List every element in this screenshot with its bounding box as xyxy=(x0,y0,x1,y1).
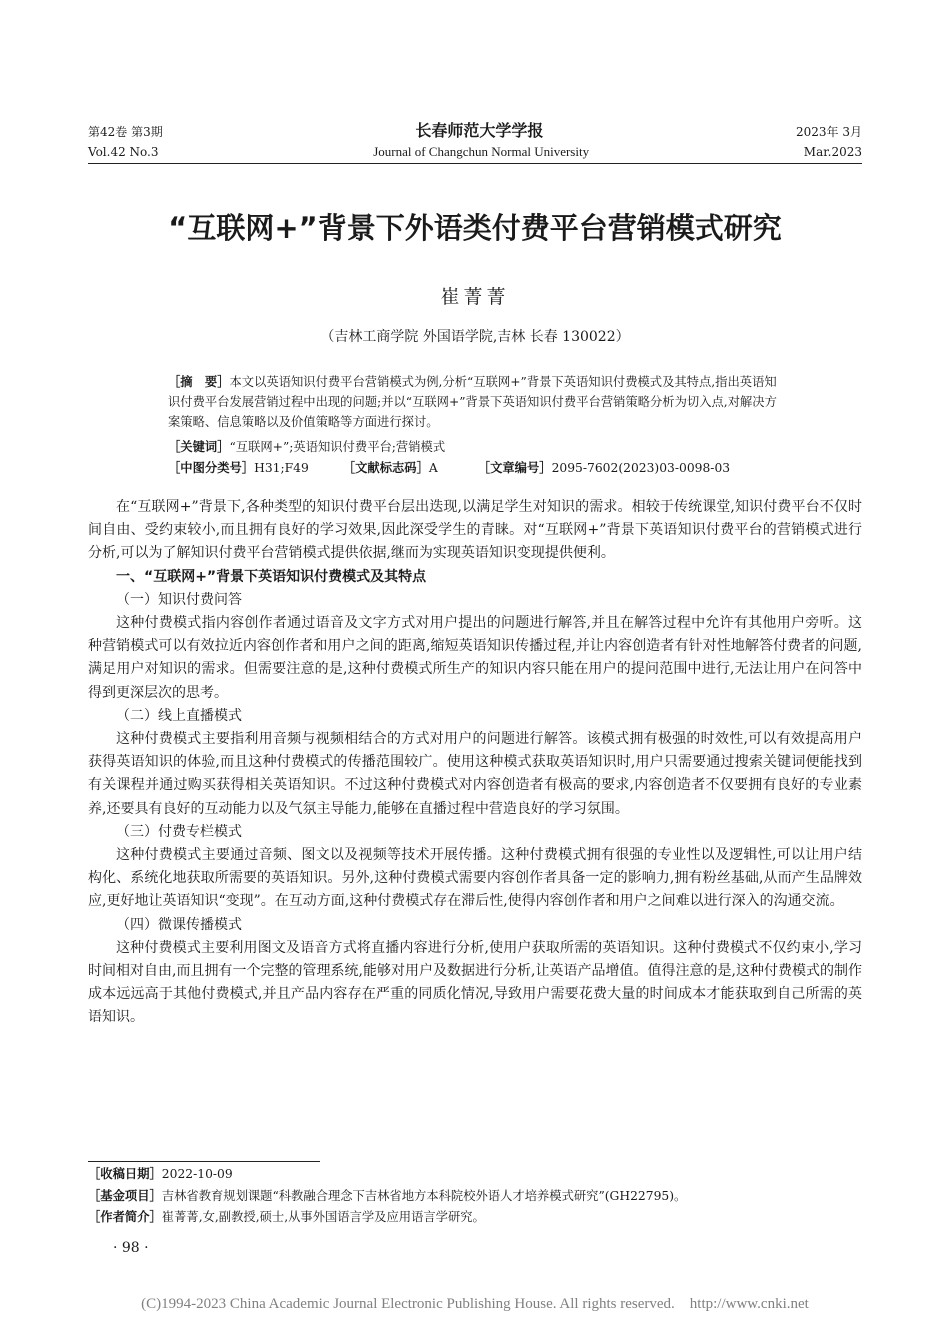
intro-paragraph: 在“互联网+”背景下,各种类型的知识付费平台层出迭现,以满足学生对知识的需求。相较于传统课堂,知识付费平台不仅时间自由、受约束较小,而且拥有良好的学习效果,因此深受学生的青睐。对“互联网+”背景下英语知识付费平台的营销模式进行分析,可以为了解知识付费平台营销模式提供依据,继而为实现英语知识变现提供便利。 xyxy=(88,499,862,562)
paragraph: 这种付费模式主要利用图文及语音方式将直播内容进行分析,使用户获取所需的英语知识。这种付费模式不仅约束小,学习时间相对自由,而且拥有一个完整的管理系统,能够对用户及数据进行分析,让英语产品增值。值得注意的是,这种付费模式的制作成本远远高于其他付费模式,并且产品内容存在严重的同质化情况,导致用户需要花费大量的时间成本才能获取到自己所需的英语知识。 xyxy=(88,939,862,1026)
author-bio: ［作者简介］崔菁菁,女,副教授,硕士,从事外国语言学及应用语言学研究。 xyxy=(88,1210,485,1224)
author-affiliation: （吉林工商学院 外国语学院,吉林 长春 130022） xyxy=(320,329,630,345)
subsection-heading: （一）知识付费问答 xyxy=(116,591,242,608)
clc-value: H31;F49 xyxy=(254,461,309,475)
article-no-value: 2095-7602(2023)03-0098-03 xyxy=(551,461,731,475)
paragraph: 这种付费模式主要指利用音频与视频相结合的方式对用户的问题进行解答。该模式拥有极强的时效性,可以有效提高用户获得英语知识的体验,而且这种付费模式的传播范围较广。使用这种模式获取英语知识时,用户只需要通过搜索关键词便能找到有关课程并通过购买获得相关英语知识。不过这种付费模式对内容创造者有极高的要求,内容创造者不仅要拥有良好的专业素养,还要具有良好的互动能力以及气氛主导能力,能够在直播过程中营造良好的学习氛围。 xyxy=(88,731,862,817)
received-date: ［收稿日期］2022-10-09 xyxy=(88,1167,233,1181)
doc-code-label: ［文献标志码］ xyxy=(342,461,429,475)
body-text xyxy=(88,496,862,1030)
clc-label: ［中图分类号］ xyxy=(168,461,255,475)
volume-issue-cn: 第42卷 第3期 xyxy=(88,125,163,139)
article-no-label: ［文章编号］ xyxy=(477,461,552,475)
journal-name-cn: 长春师范大学学报 xyxy=(415,121,544,140)
page-number: · 98 · xyxy=(113,1240,149,1256)
abstract-label: ［摘 要］ xyxy=(168,375,230,389)
subsection-heading: （三）付费专栏模式 xyxy=(116,823,242,840)
subsection-heading: （二）线上直播模式 xyxy=(116,707,242,724)
fund-project: ［基金项目］吉林省教育规划课题“科教融合理念下吉林省地方本科院校外语人才培养模式研究”(GH22795)。 xyxy=(88,1188,687,1203)
subsection-heading: （四）微课传播模式 xyxy=(116,916,242,933)
paragraph: 这种付费模式主要通过音频、图文以及视频等技术开展传播。这种付费模式拥有很强的专业性以及逻辑性,可以让用户结构化、系统化地获取所需要的英语知识。另外,这种付费模式需要内容创作者具备一定的影响力,拥有粉丝基础,从而产生品牌效应,更好地让英语知识“变现”。在互动方面,这种付费模式存在滞后性,使得内容创作者和用户之间难以进行深入的沟通交流。 xyxy=(88,847,862,910)
paragraph: 这种付费模式指内容创作者通过语音及文字方式对用户提出的问题进行解答,并且在解答过程中允许有其他用户旁听。这种营销模式可以有效拉近内容创作者和用户之间的距离,缩短英语知识传播过程,并让内容创造者有针对性地解答付费者的问题,满足用户对知识的需求。但需要注意的是,这种付费模式所生产的知识内容只能在用户的提问范围中进行,无法让用户在问答中得到更深层次的思考。 xyxy=(88,615,862,701)
abstract xyxy=(168,372,788,432)
date-en: Mar.2023 xyxy=(803,145,862,159)
running-header-cn xyxy=(88,118,862,141)
header-divider xyxy=(88,163,862,164)
footnote-divider xyxy=(88,1161,320,1162)
footnotes xyxy=(88,1164,862,1229)
date-cn: 2023年 3月 xyxy=(796,125,862,139)
section-heading: 一、“互联网+”背景下英语知识付费模式及其特点 xyxy=(116,568,427,585)
keywords-text: “互联网+”;英语知识付费平台;营销模式 xyxy=(229,440,446,454)
copyright-notice: (C)1994-2023 China Academic Journal Electronic Publishing House. All rights reserved. http://www.cnki.net xyxy=(141,1296,809,1312)
volume-issue-en: Vol.42 No.3 xyxy=(88,145,159,159)
keywords xyxy=(168,437,788,457)
journal-name-en: Journal of Changchun Normal University xyxy=(373,144,590,159)
classification-row xyxy=(168,458,788,478)
doc-code-value: A xyxy=(428,461,438,475)
keywords-label: ［关键词］ xyxy=(168,440,230,454)
abstract-text: 本文以英语知识付费平台营销模式为例,分析“互联网+”背景下英语知识付费模式及其特点,指出英语知识付费平台发展营销过程中出现的问题;并以“互联网+”背景下英语知识付费平台营销策略分析为切入点,对解决方案策略、信息策略以及价值策略等方面进行探讨。 xyxy=(168,375,777,429)
paper-title: “互联网+”背景下外语类付费平台营销模式研究 xyxy=(168,211,782,245)
author-name: 崔菁菁 xyxy=(440,286,510,308)
running-header-en xyxy=(88,144,862,160)
